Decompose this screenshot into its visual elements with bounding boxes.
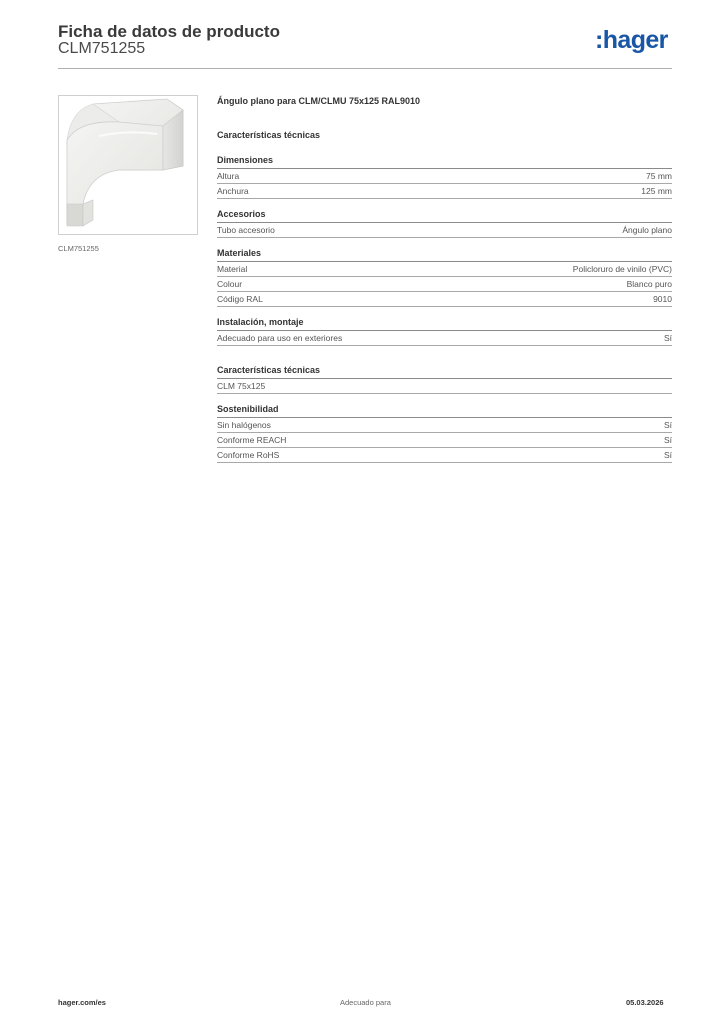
flat-angle-fitting-picture (59, 96, 197, 234)
spec-label: Sin halógenos (217, 420, 271, 430)
spec-value: 125 mm (641, 186, 672, 196)
section-accesorios (217, 208, 672, 238)
spec-row (217, 292, 672, 307)
header-divider (58, 68, 672, 69)
image-caption: CLM751255 (58, 244, 99, 253)
section-sostenibilidad (217, 403, 672, 463)
spec-label: CLM 75x125 (217, 381, 266, 391)
spec-label: Anchura (217, 186, 249, 196)
spec-row (217, 223, 672, 238)
spec-row (217, 448, 672, 463)
spec-value: Policloruro de vinilo (PVC) (572, 264, 672, 274)
section-title: Accesorios (217, 208, 672, 223)
section-dimensiones (217, 154, 672, 199)
section-title: Características técnicas (217, 364, 672, 379)
spec-label: Código RAL (217, 294, 263, 304)
section-caracteristicas (217, 364, 672, 394)
section-title: Sostenibilidad (217, 403, 672, 418)
spec-label: Conforme REACH (217, 435, 287, 445)
main-heading: Características técnicas (217, 130, 321, 140)
spec-value: 9010 (653, 294, 672, 304)
footer-date: 05.03.2026 (626, 998, 664, 1007)
spec-value: Sí (663, 333, 672, 343)
spec-value: Sí (663, 435, 672, 445)
spec-value: 75 mm (646, 171, 672, 181)
spec-label: Material (217, 264, 248, 274)
spec-row (217, 433, 672, 448)
section-title: Materiales (217, 247, 672, 262)
spec-value: Blanco puro (626, 279, 672, 289)
spec-row (217, 379, 672, 394)
spec-row (217, 418, 672, 433)
spec-label: Conforme RoHS (217, 450, 280, 460)
footer-center-text: Adecuado para (340, 998, 391, 1007)
product-code: CLM751255 (58, 40, 146, 57)
spec-row (217, 169, 672, 184)
spec-content (217, 94, 672, 472)
section-title: Instalación, montaje (217, 316, 672, 331)
spec-row (217, 331, 672, 346)
spec-label: Tubo accesorio (217, 225, 275, 235)
page-title: Ficha de datos de producto (58, 22, 280, 41)
spec-label: Colour (217, 279, 243, 289)
spec-value: Ángulo plano (622, 225, 672, 235)
spec-value: Sí (663, 420, 672, 430)
spec-label: Altura (217, 171, 240, 181)
section-title: Dimensiones (217, 154, 672, 169)
section-materiales (217, 247, 672, 307)
product-name: Ángulo plano para CLM/CLMU 75x125 RAL9010 (217, 96, 421, 106)
spec-value: Sí (663, 450, 672, 460)
spec-row (217, 262, 672, 277)
footer-website-link[interactable]: hager.com/es (58, 998, 106, 1007)
hager-logo: :hager (595, 26, 668, 54)
section-instalacion (217, 316, 672, 346)
spec-row (217, 184, 672, 199)
spec-row (217, 277, 672, 292)
product-image (58, 95, 198, 235)
spec-label: Adecuado para uso en exteriores (217, 333, 343, 343)
